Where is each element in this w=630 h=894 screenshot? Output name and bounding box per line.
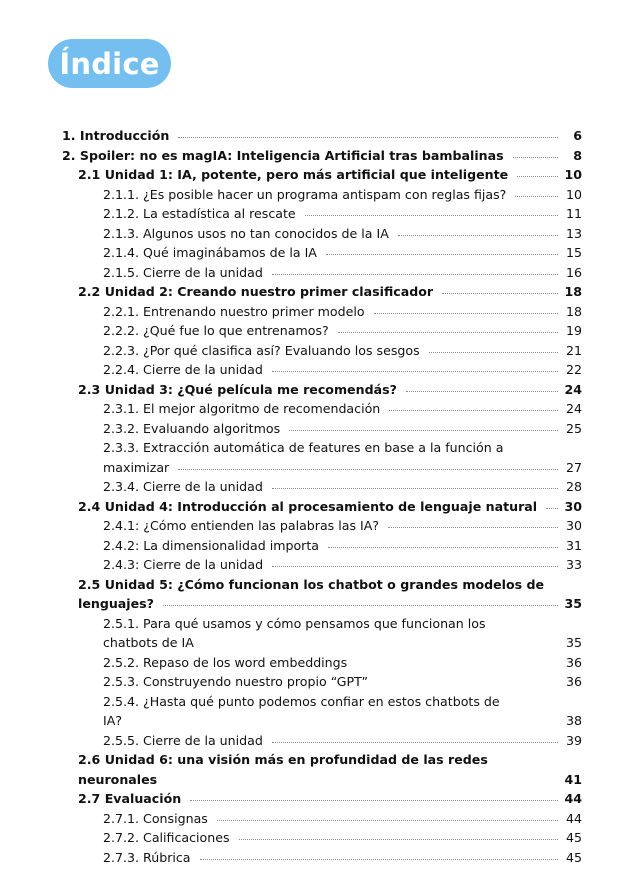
toc-leader-dots [131, 721, 558, 723]
toc-entry-label: 2.3.1. El mejor algoritmo de recomendación [103, 401, 381, 416]
toc-entry-label-line1: 2.6 Unidad 6: una visión más en profundidad de las redes [78, 752, 488, 767]
toc-entry-label-line1: 2.5.1. Para qué usamos y cómo pensamos que funcionan los [103, 615, 486, 631]
toc-leader-dots [166, 780, 558, 782]
toc-leader-dots [356, 663, 558, 665]
toc-entry-page: 16 [565, 264, 582, 280]
toc-entry-label: 2.5.5. Cierre de la unidad [103, 732, 263, 748]
toc-entry-page: 41 [564, 771, 582, 787]
toc-entry-label: 2.7.3. Rúbrica [103, 849, 191, 865]
toc-entry-label: 2.1.1. ¿Es posible hacer un programa antispam con reglas fijas? [103, 186, 507, 202]
toc-leader-dots [272, 487, 558, 489]
toc-entry-label: 2.1.2. La estadística al rescate [103, 206, 296, 221]
toc-entry-page: 25 [565, 420, 582, 436]
toc-entry-page: 24 [565, 401, 582, 416]
toc-leader-dots [374, 312, 558, 314]
toc-entry-label: 2.7.1. Consignas [103, 810, 208, 826]
toc-entry-2-2-4[interactable] [103, 360, 582, 380]
toc-entry-page: 11 [565, 206, 582, 221]
toc-entry-page: 18 [564, 284, 582, 299]
toc-entry-2-1-3[interactable] [103, 224, 582, 244]
toc-entry-spoiler[interactable] [62, 146, 582, 166]
toc-leader-dots [272, 741, 558, 743]
toc-entry-2-5-3[interactable] [103, 672, 582, 692]
toc-entry-label: 2.2.4. Cierre de la unidad [103, 362, 263, 377]
toc-entry-label: 2.1.5. Cierre de la unidad [103, 264, 263, 280]
toc-leader-dots [389, 409, 558, 411]
toc-entry-2-2-3[interactable] [103, 341, 582, 361]
toc-entry-unidad-2[interactable] [78, 282, 582, 302]
toc-entry-label: 2.5.2. Repaso de los word embeddings [103, 654, 348, 670]
toc-entry-label-line2: neuronales [78, 771, 158, 787]
toc-entry-label-line2: chatbots de IA [103, 635, 194, 650]
toc-entry-label: 2.2 Unidad 2: Creando nuestro primer clasificador [78, 284, 434, 299]
toc-entry-2-2-2[interactable] [103, 321, 582, 341]
toc-entry-unidad-3[interactable] [78, 380, 582, 400]
toc-leader-dots [388, 526, 558, 528]
toc-entry-page: 6 [573, 128, 582, 143]
toc-entry-2-3-1[interactable] [103, 399, 582, 419]
toc-leader-dots [515, 195, 558, 197]
toc-entry-page: 15 [565, 245, 582, 260]
toc-entry-label: 2.4.3: Cierre de la unidad [103, 557, 264, 572]
toc-entry-page: 36 [565, 674, 582, 689]
toc-entry-2-1-2[interactable] [103, 204, 582, 224]
toc-leader-dots [546, 507, 558, 509]
toc-entry-2-7-2[interactable] [103, 828, 582, 848]
toc-entry-label: 2.1.3. Algunos usos no tan conocidos de la IA [103, 225, 389, 241]
toc-entry-label: 2.3 Unidad 3: ¿Qué película me recomendás? [78, 381, 397, 397]
toc-entry-label: 2.2.2. ¿Qué fue lo que entrenamos? [103, 323, 329, 338]
toc-entry-page: 30 [564, 498, 582, 514]
toc-entry-page: 35 [565, 635, 582, 650]
toc-entry-page: 36 [565, 654, 582, 670]
toc-entry-page: 44 [565, 810, 582, 826]
toc-leader-dots [163, 604, 558, 606]
toc-entry-label: 2.4.2: La dimensionalidad importa [103, 537, 319, 553]
toc-leader-dots [178, 136, 558, 138]
toc-entry-page: 18 [565, 303, 582, 319]
toc-entry-page: 35 [564, 596, 582, 611]
toc-entry-2-1-4[interactable] [103, 243, 582, 263]
toc-entry-unidad-1[interactable] [78, 165, 582, 185]
toc-entry-2-4-2[interactable] [103, 536, 582, 556]
toc-leader-dots [203, 643, 558, 645]
toc-leader-dots [406, 390, 558, 392]
toc-entry-label: 2.4.1: ¿Cómo entienden las palabras las IA? [103, 518, 380, 533]
toc-entry-page: 27 [565, 459, 582, 475]
toc-leader-dots [326, 253, 558, 255]
toc-entry-label: 2.1 Unidad 1: IA, potente, pero más artificial que inteligente [78, 167, 509, 182]
toc-entry-page: 44 [564, 791, 582, 806]
toc-entry-label: 2.3.4. Cierre de la unidad [103, 479, 263, 494]
toc-leader-dots [190, 799, 558, 801]
toc-leader-dots [239, 838, 558, 840]
toc-entry-label: 2.7.2. Calificaciones [103, 830, 230, 845]
toc-entry-page: 8 [573, 147, 582, 163]
toc-entry-label: 2.4 Unidad 4: Introducción al procesamiento de lenguaje natural [78, 498, 538, 514]
toc-entry-2-5-2[interactable] [103, 653, 582, 673]
toc-leader-dots [398, 234, 558, 236]
toc-entry-page: 24 [564, 381, 582, 397]
toc-entry-2-2-1[interactable] [103, 302, 582, 322]
toc-entry-2-4-1[interactable] [103, 516, 582, 536]
toc-entry-unidad-6[interactable] [78, 750, 582, 789]
toc-leader-dots [377, 682, 558, 684]
toc-entry-page: 31 [565, 537, 582, 553]
toc-entry-unidad-5[interactable] [78, 575, 582, 614]
toc-entry-2-5-5[interactable] [103, 731, 582, 751]
page-title: Índice [48, 39, 171, 88]
toc-leader-dots [305, 214, 558, 216]
toc-leader-dots [338, 331, 558, 333]
toc-leader-dots [289, 429, 558, 431]
toc-leader-dots [217, 819, 558, 821]
toc-leader-dots [272, 273, 558, 275]
toc-leader-dots [272, 565, 558, 567]
toc-entry-page: 38 [565, 713, 582, 728]
toc-entry-label: 2.5.3. Construyendo nuestro propio “GPT” [103, 674, 369, 689]
toc-entry-label-line1: 2.3.3. Extracción automática de features en base a la función a [103, 440, 504, 455]
toc-entry-2-5-1[interactable] [103, 614, 582, 653]
toc-entry-label: 2.3.2. Evaluando algoritmos [103, 420, 281, 436]
toc-entry-2-1-5[interactable] [103, 263, 582, 283]
toc-entry-page: 22 [565, 362, 582, 377]
toc-entry-label-line2: maximizar [103, 459, 170, 475]
toc-entry-introduccion[interactable] [62, 126, 582, 146]
toc-entry-label: 2.1.4. Qué imaginábamos de la IA [103, 245, 317, 260]
toc-entry-page: 45 [565, 849, 582, 865]
toc-leader-dots [429, 351, 558, 353]
toc-leader-dots [517, 175, 558, 177]
toc-entry-2-1-1[interactable] [103, 185, 582, 205]
toc-entry-label: 2. Spoiler: no es magIA: Inteligencia Artificial tras bambalinas [62, 147, 504, 163]
toc-entry-page: 13 [565, 225, 582, 241]
toc-entry-2-7-1[interactable] [103, 809, 582, 829]
toc-entry-2-3-2[interactable] [103, 419, 582, 439]
toc-entry-2-5-4[interactable] [103, 692, 582, 731]
toc-leader-dots [328, 546, 558, 548]
toc-leader-dots [200, 858, 558, 860]
toc-entry-2-4-3[interactable] [103, 555, 582, 575]
toc-entry-label: 2.2.3. ¿Por qué clasifica así? Evaluando los sesgos [103, 342, 420, 358]
toc-entry-2-7-3[interactable] [103, 848, 582, 868]
toc-leader-dots [272, 370, 558, 372]
toc-entry-evaluacion[interactable] [78, 789, 582, 809]
toc-entry-label-line2: lenguajes? [78, 596, 154, 611]
toc-entry-label-line2: IA? [103, 713, 123, 728]
toc-entry-page: 33 [565, 557, 582, 572]
toc-entry-page: 39 [565, 732, 582, 748]
toc-leader-dots [513, 156, 558, 158]
toc-entry-page: 28 [565, 479, 582, 494]
toc-entry-page: 10 [565, 186, 582, 202]
toc-entry-page: 30 [565, 518, 582, 533]
toc-entry-unidad-4[interactable] [78, 497, 582, 517]
toc-entry-page: 10 [564, 167, 582, 182]
toc-entry-page: 45 [565, 830, 582, 845]
toc-leader-dots [178, 468, 558, 470]
toc-entry-label: 2.7 Evaluación [78, 791, 182, 806]
toc-entry-label-line1: 2.5 Unidad 5: ¿Cómo funcionan los chatbot o grandes modelos de [78, 576, 545, 592]
toc-entry-label-line1: 2.5.4. ¿Hasta qué punto podemos confiar en estos chatbots de [103, 693, 500, 709]
toc-entry-2-3-3[interactable] [103, 438, 582, 477]
toc-entry-label: 1. Introducción [62, 128, 170, 143]
toc-entry-page: 19 [565, 323, 582, 338]
toc-entry-page: 21 [565, 342, 582, 358]
toc-leader-dots [442, 292, 558, 294]
toc-entry-2-3-4[interactable] [103, 477, 582, 497]
toc-entry-label: 2.2.1. Entrenando nuestro primer modelo [103, 303, 365, 319]
